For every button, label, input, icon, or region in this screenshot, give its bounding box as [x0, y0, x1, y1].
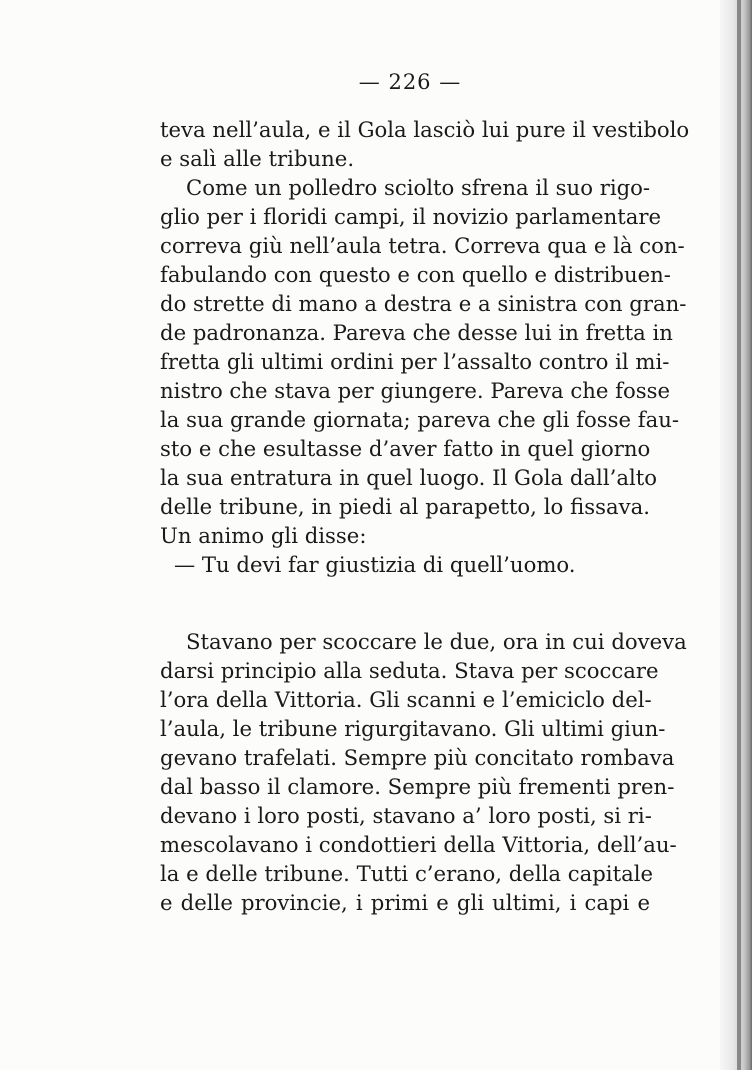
text-line: darsi principio alla seduta. Stava per scoccare [160, 658, 659, 683]
paragraph-continuation [160, 115, 690, 173]
text-line: dal basso il clamore. Sempre più frementi pren- [160, 774, 675, 799]
text-line: Un animo gli disse: [160, 523, 367, 548]
page-number: — 226 — [358, 70, 462, 94]
text-line: de padronanza. Pareva che desse lui in fretta in [160, 320, 673, 345]
text-line: Stavano per scoccare le due, ora in cui doveva [186, 629, 687, 654]
page-binding-edge [720, 0, 752, 1070]
text-line: Come un polledro sciolto sfrena il suo rigo- [186, 175, 651, 200]
text-line: do strette di mano a destra e a sinistra con gran- [160, 291, 687, 316]
text-line: devano i loro posti, stavano a’ loro posti, si ri- [160, 803, 652, 828]
text-line: la sua entratura in quel luogo. Il Gola dall’alto [160, 465, 658, 490]
text-line: glio per i floridi campi, il novizio parlamentare [160, 204, 662, 229]
text-line: mescolavano i condottieri della Vittoria, dell’au- [160, 832, 677, 857]
page-binding-shadow [737, 0, 741, 1070]
text-line: e salì alle tribune. [160, 146, 355, 171]
text-line: e delle provincie, i primi e gli ultimi, i capi e [160, 890, 650, 915]
text-line: sto e che esultasse d’aver fatto in quel giorno [160, 436, 651, 461]
text-line: nistro che stava per giungere. Pareva che fosse [160, 378, 671, 403]
text-line: fretta gli ultimi ordini per l’assalto contro il mi- [160, 349, 670, 374]
text-line: gevano trafelati. Sempre più concitato rombava [160, 745, 675, 770]
text-line: l’ora della Vittoria. Gli scanni e l’emiciclo del- [160, 687, 652, 712]
text-line: fabulando con questo e con quello e distribuen- [160, 262, 671, 287]
text-line: l’aula, le tribune rigurgitavano. Gli ultimi giun- [160, 716, 666, 741]
text-line: — Tu devi far giustizia di quell’uomo. [174, 552, 576, 577]
text-line: la e delle tribune. Tutti c’erano, della capitale [160, 861, 654, 886]
text-line: correva giù nell’aula tetra. Correva qua e là con- [160, 233, 685, 258]
paragraph-polledro [160, 173, 687, 579]
text-line: teva nell’aula, e il Gola lasciò lui pure il vestibolo [160, 117, 690, 142]
paragraph-seduta [160, 627, 687, 917]
text-line: delle tribune, in piedi al parapetto, lo fissava. [160, 494, 650, 519]
text-line: la sua grande giornata; pareva che gli fosse fau- [160, 407, 680, 432]
